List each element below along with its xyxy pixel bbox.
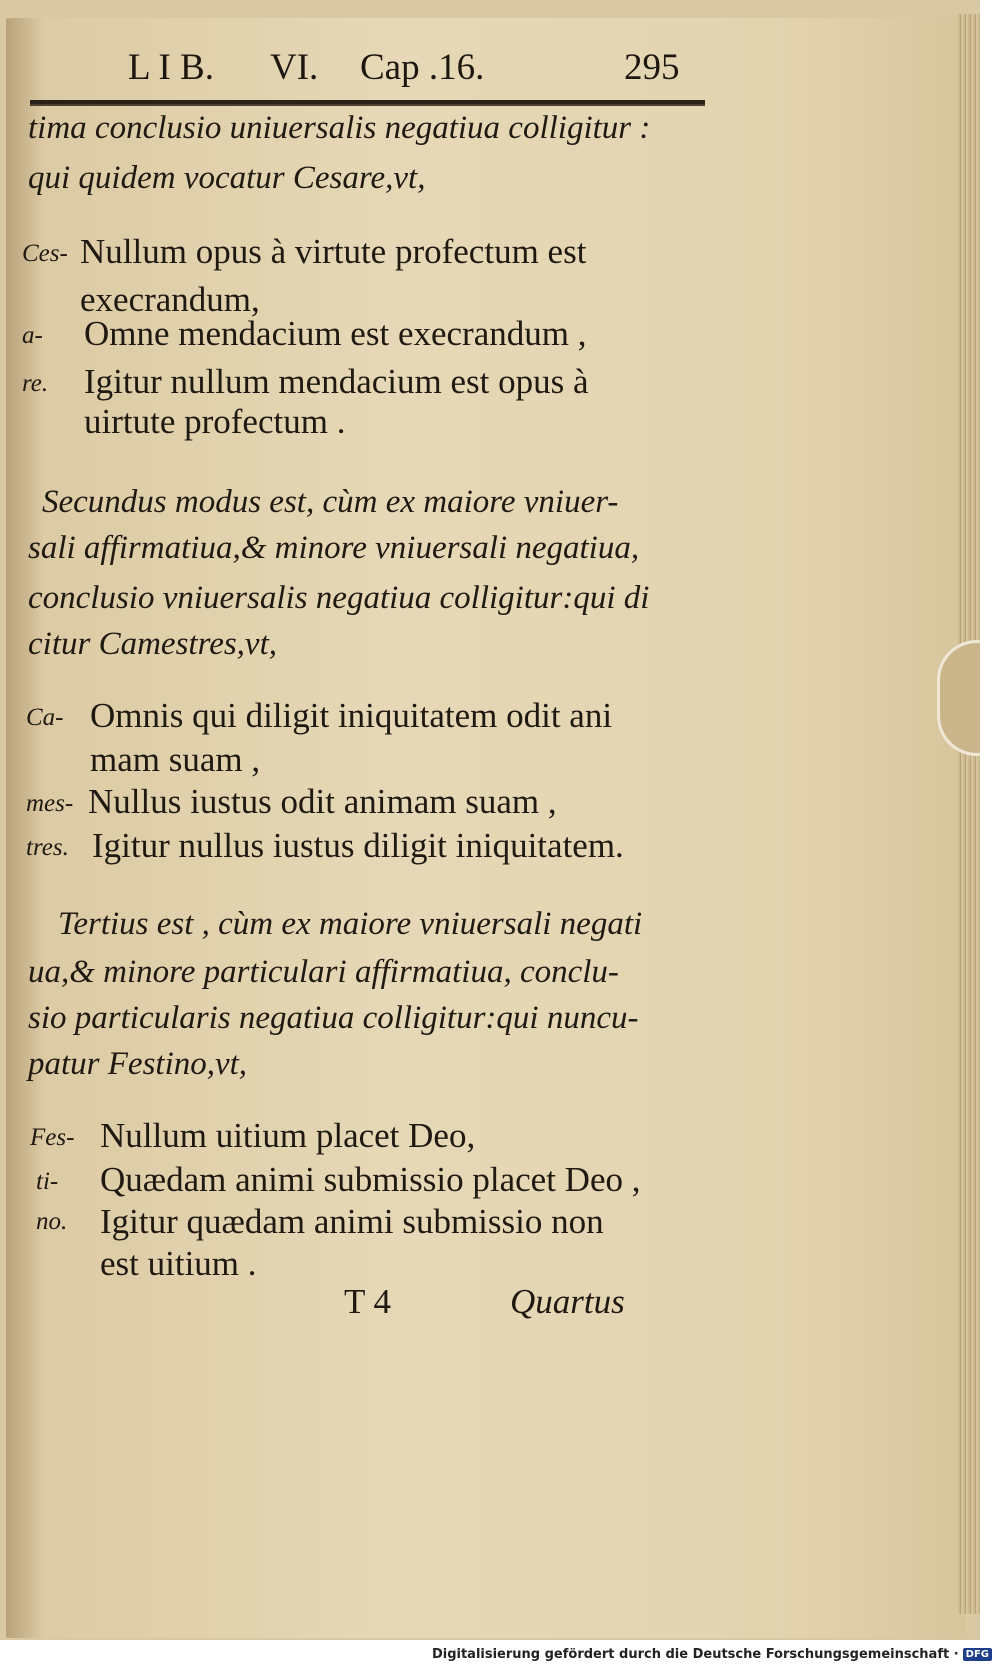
text-line-13: mam suam , [90, 740, 261, 779]
page-fore-edge [958, 14, 980, 1614]
text-line-1: tima conclusio uniuersalis negatiua colligitur : [28, 110, 651, 146]
text-line-11: citur Camestres,vt, [28, 626, 277, 662]
margin-mark-re: re. [22, 370, 49, 397]
margin-mark-ti: ti- [36, 1168, 59, 1195]
text-line-9: sali affirmatiua,& minore vniuersali negatiua, [28, 530, 640, 566]
margin-mark-ces: Ces- [22, 240, 68, 267]
header-chapter: Cap .16. [360, 47, 485, 88]
header-rule [30, 100, 705, 106]
text-line-20: Nullum uitium placet Deo, [100, 1116, 476, 1155]
text-line-18: sio particularis negatiua colligitur:qui nuncu- [28, 1000, 639, 1036]
credit-text: Digitalisierung gefördert durch die Deutsche Forschungsgemeinschaft · [431, 1647, 959, 1662]
header-book: VI. [270, 47, 319, 88]
header-lib: L I B. [128, 47, 214, 88]
text-line-6: Igitur nullum mendacium est opus à [84, 362, 589, 401]
text-line-4: execrandum, [80, 280, 260, 319]
margin-mark-tres: tres. [26, 834, 69, 861]
text-line-8: Secundus modus est, cùm ex maiore vniuer- [42, 484, 619, 520]
margin-mark-a: a- [22, 322, 43, 349]
margin-mark-fes: Fes- [30, 1124, 75, 1151]
text-line-16: Tertius est , cùm ex maiore vniuersali negati [58, 906, 643, 942]
digitization-credit [432, 1647, 992, 1662]
catchword: Quartus [510, 1282, 625, 1321]
text-line-15: Igitur nullus iustus diligit iniquitatem. [92, 826, 624, 865]
running-header [30, 46, 700, 96]
page-number: 295 [624, 47, 680, 88]
clasp-tab [937, 640, 980, 756]
text-line-12: Omnis qui diligit iniquitatem odit ani [90, 696, 613, 735]
signature-mark: T 4 [344, 1282, 391, 1321]
text-line-7: uirtute profectum . [84, 402, 346, 441]
text-line-23: est uitium . [100, 1244, 257, 1283]
text-line-17: ua,& minore particulari affirmatiua, conclu- [28, 954, 619, 990]
text-line-19: patur Festino,vt, [28, 1046, 248, 1082]
text-line-22: Igitur quædam animi submissio non [100, 1202, 604, 1241]
margin-mark-mes: mes- [26, 790, 74, 817]
margin-mark-no: no. [36, 1208, 68, 1235]
text-line-3: Nullum opus à virtute profectum est [80, 232, 587, 271]
text-line-21: Quædam animi submissio placet Deo , [100, 1160, 641, 1199]
dfg-logo: DFG [963, 1648, 992, 1661]
text-line-10: conclusio vniuersalis negatiua colligitur:qui di [28, 580, 650, 616]
text-line-14: Nullus iustus odit animam suam , [88, 782, 557, 821]
text-line-2: qui quidem vocatur Cesare,vt, [28, 160, 426, 196]
margin-mark-ca: Ca- [26, 704, 64, 731]
text-line-5: Omne mendacium est execrandum , [84, 314, 587, 353]
